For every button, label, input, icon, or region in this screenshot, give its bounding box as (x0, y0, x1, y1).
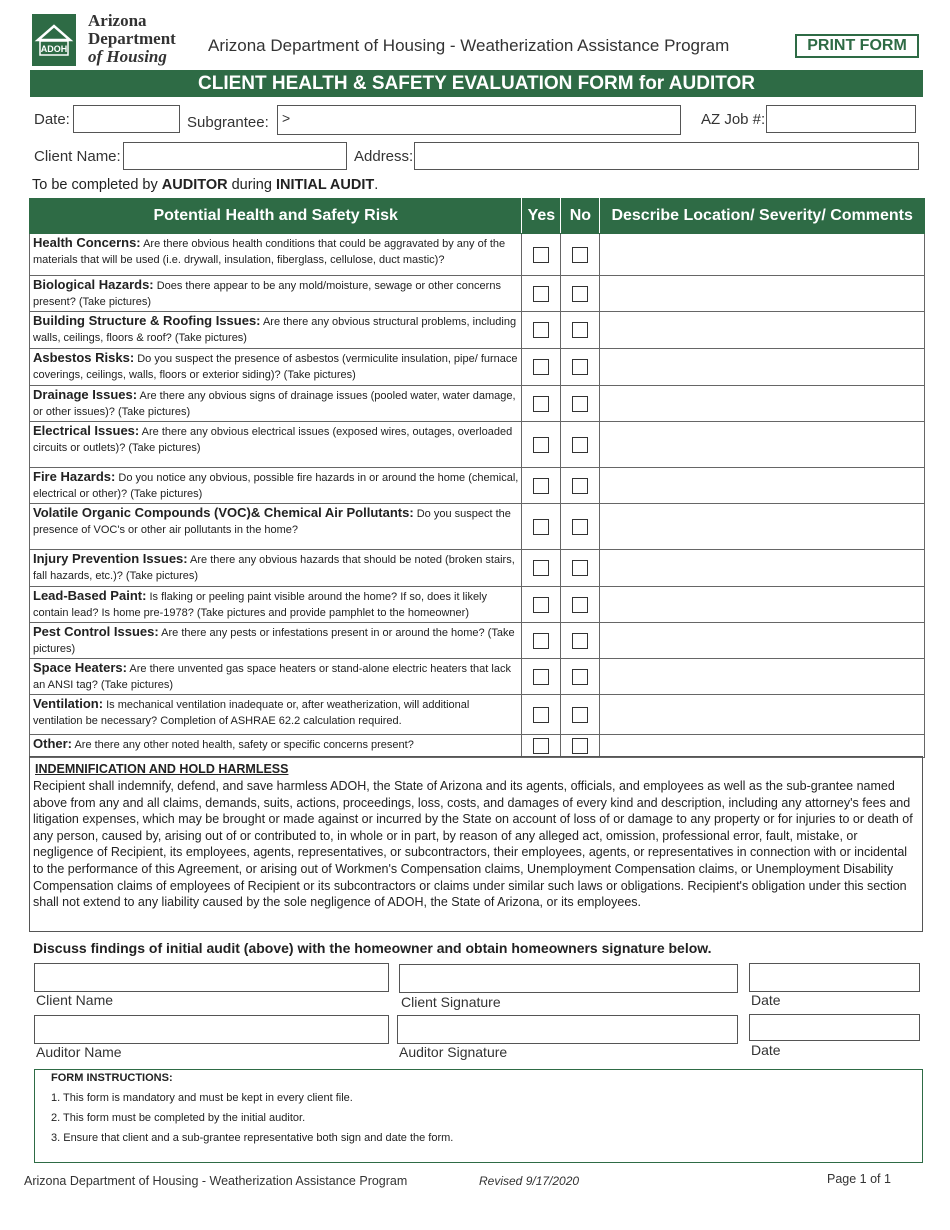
header-no: No (561, 199, 600, 234)
indemnification-title: INDEMNIFICATION AND HOLD HARMLESS (35, 762, 289, 776)
address-label: Address: (354, 148, 414, 165)
auditor-signature-caption: Auditor Signature (399, 1044, 508, 1060)
risk-table (29, 198, 925, 758)
logo-line-1: Arizona (88, 11, 147, 30)
auditor-date-caption: Date (751, 1042, 781, 1058)
client-name-signature-field[interactable] (34, 963, 389, 992)
yes-checkbox[interactable] (533, 322, 549, 338)
table-row: Electrical Issues: Are there any obvious electrical issues (exposed wires, outages, overloaded circuits or outlets)? (Take pictures) (30, 422, 925, 468)
auditor-date-field[interactable] (749, 1014, 920, 1041)
comments-cell[interactable] (600, 312, 925, 349)
yes-checkbox[interactable] (533, 560, 549, 576)
yes-checkbox[interactable] (533, 633, 549, 649)
yes-checkbox[interactable] (533, 669, 549, 685)
comments-cell[interactable] (600, 386, 925, 422)
header-risk: Potential Health and Safety Risk (30, 199, 522, 234)
yes-checkbox[interactable] (533, 707, 549, 723)
no-checkbox[interactable] (572, 359, 588, 375)
no-checkbox[interactable] (572, 437, 588, 453)
logo-line-3: of Housing (88, 47, 167, 66)
no-checkbox[interactable] (572, 396, 588, 412)
no-checkbox[interactable] (572, 669, 588, 685)
client-name-field[interactable] (123, 142, 347, 170)
yes-checkbox[interactable] (533, 738, 549, 754)
client-date-caption: Date (751, 992, 781, 1008)
logo-badge-text: ADOH (40, 44, 68, 54)
comments-cell[interactable] (600, 276, 925, 312)
logo-line-2: Department (88, 29, 176, 48)
yes-checkbox[interactable] (533, 286, 549, 302)
logo-wordmark (88, 12, 176, 66)
instruction-item: 3. Ensure that client and a sub-grantee representative both sign and date the form. (51, 1132, 454, 1144)
comments-cell[interactable] (600, 468, 925, 504)
comments-cell[interactable] (600, 659, 925, 695)
table-row: Fire Hazards: Do you notice any obvious, possible fire hazards in or around the home (chemical, electrical or other)? (Take pictures) (30, 468, 925, 504)
table-row: Volatile Organic Compounds (VOC)& Chemical Air Pollutants: Do you suspect the presence of VOC's or other air pollutants in the home? (30, 504, 925, 550)
client-signature-caption: Client Signature (401, 994, 501, 1010)
footer-revised: Revised 9/17/2020 (479, 1174, 580, 1188)
indemnification-section (29, 756, 923, 932)
form-title: CLIENT HEALTH & SAFETY EVALUATION FORM for AUDITOR (30, 70, 923, 97)
table-row: Other: Are there any other noted health, safety or specific concerns present? (30, 735, 925, 758)
adoh-logo-icon (32, 14, 76, 66)
comments-cell[interactable] (600, 695, 925, 735)
instruction-item: 2. This form must be completed by the initial auditor. (51, 1112, 306, 1124)
intro-text: To be completed by AUDITOR during INITIAL AUDIT. (32, 177, 379, 193)
no-checkbox[interactable] (572, 597, 588, 613)
auditor-name-caption: Auditor Name (36, 1044, 122, 1060)
comments-cell[interactable] (600, 422, 925, 468)
table-row: Pest Control Issues: Are there any pests or infestations present in or around the home? (Take pictures) (30, 623, 925, 659)
instruction-item: 1. This form is mandatory and must be kept in every client file. (51, 1092, 353, 1104)
address-field[interactable] (414, 142, 919, 170)
date-label: Date: (34, 111, 70, 128)
table-row: Space Heaters: Are there unvented gas space heaters or stand-alone electric heaters that lack an ANSI tag? (Take pictures) (30, 659, 925, 695)
job-number-field[interactable] (766, 105, 916, 133)
header-comments: Describe Location/ Severity/ Comments (600, 199, 925, 234)
header-yes: Yes (522, 199, 561, 234)
table-row: Lead-Based Paint: Is flaking or peeling paint visible around the home? If so, does it likely contain lead? Is home pre-1978? (Take pictures and provide pamphlet to the homeowner) (30, 587, 925, 623)
client-name-caption: Client Name (36, 992, 114, 1008)
yes-checkbox[interactable] (533, 597, 549, 613)
client-signature-field[interactable] (399, 964, 738, 993)
no-checkbox[interactable] (572, 738, 588, 754)
header-title: Arizona Department of Housing - Weatherization Assistance Program (208, 36, 730, 55)
form-instructions (34, 1069, 923, 1163)
no-checkbox[interactable] (572, 519, 588, 535)
comments-cell[interactable] (600, 349, 925, 386)
auditor-name-field[interactable] (34, 1015, 389, 1044)
table-row: Building Structure & Roofing Issues: Are there any obvious structural problems, including walls, ceilings, floors & roof? (Take pictures) (30, 312, 925, 349)
footer-org: Arizona Department of Housing - Weatherization Assistance Program (24, 1174, 408, 1188)
no-checkbox[interactable] (572, 478, 588, 494)
yes-checkbox[interactable] (533, 247, 549, 263)
yes-checkbox[interactable] (533, 519, 549, 535)
yes-checkbox[interactable] (533, 359, 549, 375)
comments-cell[interactable] (600, 550, 925, 587)
table-row: Drainage Issues: Are there any obvious signs of drainage issues (pooled water, water damage, or other issues)? (Take pictures) (30, 386, 925, 422)
no-checkbox[interactable] (572, 633, 588, 649)
comments-cell[interactable] (600, 623, 925, 659)
indemnification-body: Recipient shall indemnify, defend, and save harmless ADOH, the State of Arizona and its agents, officials, and employees as well as the sub-grantee named above from any and all claims, demands, suits, actions, proceedings, loss, costs, and damages of every kind and description, including any attorney's fees and litigation expenses, which may be brought or made against or incurred by the State on account of loss of or damage to any property or for injuries to or death of any person, caused by, arising out of or contributed to, in whole or in part, by reason of any alleged act, omission, professional error, fault, mistake, or negligence of Recipient, its employees, agents, representatives, or subcontractors, their employees, agents, or representatives in connection with or incidental to the performance of this Agreement, or arising out of Workmen's Compensation claims, Unemployment Compensation claims, or Unemployment Disability Compensation claims of employees of Recipient or its subcontractors or claims under similar such laws or obligations. Recipient's obligation under this section shall not extend to any liability caused by the sole negligence of ADOH, the State of Arizona, or its employees. (33, 779, 913, 910)
footer-page-number: Page 1 of 1 (827, 1172, 891, 1186)
table-row: Asbestos Risks: Do you suspect the presence of asbestos (vermiculite insulation, pipe/ furnace coverings, ceilings, walls, floors or exterior siding)? (Take pictures) (30, 349, 925, 386)
client-name-label: Client Name: (34, 148, 121, 165)
no-checkbox[interactable] (572, 247, 588, 263)
comments-cell[interactable] (600, 504, 925, 550)
subgrantee-field[interactable]: > (277, 105, 681, 135)
subgrantee-label: Subgrantee: (187, 114, 269, 131)
no-checkbox[interactable] (572, 286, 588, 302)
no-checkbox[interactable] (572, 322, 588, 338)
client-date-field[interactable] (749, 963, 920, 992)
table-row: Ventilation: Is mechanical ventilation inadequate or, after weatherization, will additional ventilation be necessary? Completion of ASHRAE 62.2 calculation required. (30, 695, 925, 735)
table-row: Injury Prevention Issues: Are there any obvious hazards that should be noted (broken stairs, fall hazards, etc.)? (Take pictures) (30, 550, 925, 587)
comments-cell[interactable] (600, 234, 925, 276)
no-checkbox[interactable] (572, 560, 588, 576)
yes-checkbox[interactable] (533, 478, 549, 494)
table-row: Biological Hazards: Does there appear to be any mold/moisture, sewage or other concerns present? (Take pictures) (30, 276, 925, 312)
comments-cell[interactable] (600, 587, 925, 623)
job-number-label: AZ Job #: (701, 111, 766, 128)
instructions-title: FORM INSTRUCTIONS: (51, 1072, 173, 1084)
comments-cell[interactable] (600, 735, 925, 758)
date-field[interactable] (73, 105, 180, 133)
print-form-button[interactable]: PRINT FORM (795, 34, 919, 58)
signature-instruction: Discuss findings of initial audit (above) with the homeowner and obtain homeowners signature below. (33, 940, 712, 956)
no-checkbox[interactable] (572, 707, 588, 723)
yes-checkbox[interactable] (533, 437, 549, 453)
table-row: Health Concerns: Are there obvious health conditions that could be aggravated by any of the materials that will be used (i.e. drywall, insulation, fiberglass, cellulose, duct mastic)? (30, 234, 925, 276)
yes-checkbox[interactable] (533, 396, 549, 412)
auditor-signature-field[interactable] (397, 1015, 738, 1044)
